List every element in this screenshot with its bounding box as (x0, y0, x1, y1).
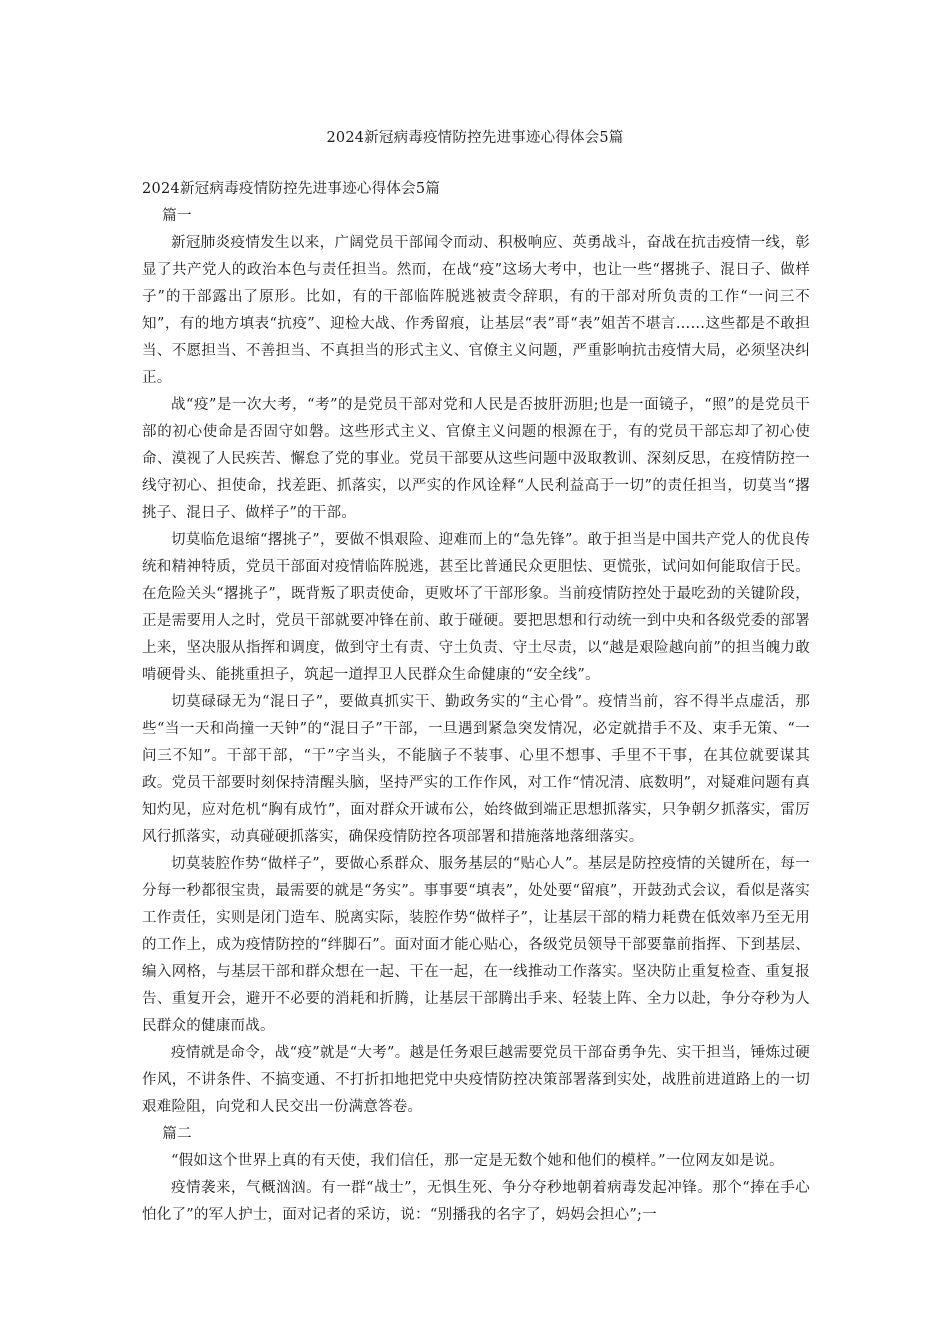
document-subtitle: 2024新冠病毒疫情防控先进事迹心得体会5篇 (142, 181, 441, 197)
paragraph: “假如这个世界上真的有天使，我们信任，那一定是无数个她和他们的模样。”一位网友如是说。 (171, 1153, 784, 1169)
section-heading-1: 篇一 (162, 208, 192, 224)
paragraph: 切莫临危退缩“撂挑子”，要做不惧艰险、迎难而上的“急先锋”。敢于担当是中国共产党人的优良传统和精神特质，党员干部面对疫情临阵脱逃，甚至比普通民众更胆怯、更慌张，试问如何能取信于民。在危险关头“撂挑子”，既背叛了职责使命，更败坏了干部形象。当前疫情防控处于最吃劲的关键阶段，正是需要用人之时，党员干部就要冲锋在前、敢于碰硬。要把思想和行动统一到中央和各级党委的部署上来，坚决服从指挥和调度，做到守土有责、守土负责、守土尽责，以“越是艰险越向前”的担当魄力敢啃硬骨头、能挑重担子，筑起一道捍卫人民群众生命健康的“安全线”。 (142, 532, 810, 683)
document-body (142, 176, 810, 1229)
paragraph: 切莫装腔作势“做样子”，要做心系群众、服务基层的“贴心人”。基层是防控疫情的关键所在，每一分每一秒都很宝贵，最需要的就是“务实”。事事要“填表”，处处要“留痕”，开鼓劲式会议，看似是落实工作责任，实则是闭门造车、脱离实际，装腔作势“做样子”，让基层干部的精力耗费在低效率乃至无用的工作上，成为疫情防控的“绊脚石”。面对面才能心贴心，各级党员领导干部要靠前指挥、下到基层、编入网格，与基层干部和群众想在一起、干在一起，在一线推动工作落实。坚决防止重复检查、重复报告、重复开会，避开不必要的消耗和折腾，让基层干部腾出手来、轻装上阵、全力以赴，争分夺秒为人民群众的健康而战。 (142, 856, 810, 1034)
paragraph: 切莫碌碌无为“混日子”，要做真抓实干、勤政务实的“主心骨”。疫情当前，容不得半点虚活，那些“当一天和尚撞一天钟”的“混日子”干部，一旦遇到紧急突发情况，必定就措手不及、束手无策、“一问三不知”。干部干部，“干”字当头，不能脑子不装事、心里不想事、手里不干事，在其位就要谋其政。党员干部要时刻保持清醒头脑，坚持严实的工作作风，对工作“情况清、底数明”，对疑难问题有真知灼见，应对危机“胸有成竹”，面对群众开诚布公，始终做到端正思想抓落实，只争朝夕抓落实，雷厉风行抓落实，动真碰硬抓落实，确保疫情防控各项部署和措施落地落细落实。 (142, 694, 810, 845)
paragraph: 疫情就是命令，战“疫”就是“大考”。越是任务艰巨越需要党员干部奋勇争先、实干担当，锤炼过硬作风，不讲条件、不搞变通、不打折扣地把党中央疫情防控决策部署落到实处，战胜前进道路上的一切艰难险阻，向党和人民交出一份满意答卷。 (142, 1045, 810, 1115)
page-title: 2024新冠病毒疫情防控先进事迹心得体会5篇 (326, 130, 624, 146)
section-heading-2: 篇二 (162, 1126, 192, 1142)
paragraph: 战“疫”是一次大考，“考”的是党员干部对党和人民是否披肝沥胆;也是一面镜子，“照”的是党员干部的初心使命是否固守如磐。这些形式主义、官僚主义问题的根源在于，有的党员干部忘却了初心使命、漠视了人民疾苦、懈怠了党的事业。党员干部要从这些问题中汲取教训、深刻反思，在疫情防控一线守初心、担使命，找差距、抓落实，以严实的作风诠释“人民利益高于一切”的责任担当，切莫当“撂挑子、混日子、做样子”的干部。 (142, 397, 810, 521)
paragraph: 疫情袭来，气概汹汹。有一群“战士”，无惧生死、争分夺秒地朝着病毒发起冲锋。那个“捧在手心怕化了”的军人护士，面对记者的采访，说：“别播我的名字了，妈妈会担心”;一 (142, 1180, 810, 1223)
paragraph: 新冠肺炎疫情发生以来，广阔党员干部闻令而动、积极响应、英勇战斗，奋战在抗击疫情一线，彰显了共产党人的政治本色与责任担当。然而，在战“疫”这场大考中，也让一些“撂挑子、混日子、做样子”的干部露出了原形。比如，有的干部临阵脱逃被责令辞职，有的干部对所负责的工作“一问三不知”，有的地方填表“抗疫”、迎检大战、作秀留痕，让基层“表”哥“表”姐苦不堪言……这些都是不敢担当、不愿担当、不善担当、不真担当的形式主义、官僚主义问题，严重影响抗击疫情大局，必须坚决纠正。 (142, 235, 810, 386)
